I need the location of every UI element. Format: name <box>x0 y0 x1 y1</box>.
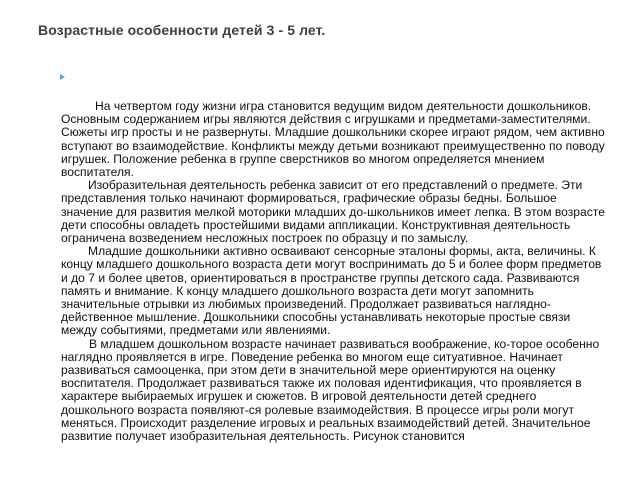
slide-title: Возрастные особенности детей 3 - 5 лет. <box>38 22 326 38</box>
bullet-marker-icon <box>60 74 65 80</box>
paragraph-play: На четвертом году жизни игра становится ведущим видом деятельности дошкольников. Основным содержанием игры являются действия с игрушками и предметами-заместителями. Сюжеты игр просты и не развернуты. Младшие дошкольники скорее играют рядом, чем активно вступают во взаимодействие. Конфликты между детьми возникают преимущественно по поводу игрушек. Положение ребенка в группе сверстников во многом определяется мнением воспитателя. <box>61 100 605 180</box>
paragraph-imagination: В младшем дошкольном возрасте начинает развиваться воображение, ко-торое особенно наглядно проявляется в игре. Поведение ребенка во многом еще ситуативное. Начинает развиваться самооценка, при этом дети в значительной мере ориентируются на оценку воспитателя. Продолжает развиваться также их половая идентификация, что проявляется в характере выбираемых игрушек и сюжетов. В игровой деятельности детей среднего дошкольного возраста появляют-ся ролевые взаимодействия. В процессе игры роли могут меняться. Происходит разделение игровых и реальных взаимодействий детей. Значительное развитие получает изобразительная деятельность. Рисунок становится <box>61 336 600 444</box>
body-text <box>61 100 609 480</box>
paragraph-sensory-development: Младшие дошкольники активно осваивают сенсорные эталоны формы, акта, величины. К концу младшего дошкольного возраста дети могут воспринимать до 5 и более форм предметов и до 7 и более цветов, ориентироваться в пространстве группы детского сада. Развиваются память и внимание. К концу младшего дошкольного возраста дети могут запомнить значительные отрывки из любимых произведений. Продолжает развиваться наглядно-действенное мышление. Дошкольники способны устанавливать некоторые простые связи между событиями, предметами или явлениями. <box>61 244 602 338</box>
paragraph-visual-activity: Изобразительная деятельность ребенка зависит от его представлений о предмете. Эти представления только начинают формироваться, графические образы бедны. Большое значение для развития мелкой моторики младших до-школьников имеет лепка. В этом возрасте дети способны овладеть простейшими видами аппликации. Конструктивная деятельность ограничена возведением несложных построек по образцу и по замыслу. <box>61 178 605 246</box>
